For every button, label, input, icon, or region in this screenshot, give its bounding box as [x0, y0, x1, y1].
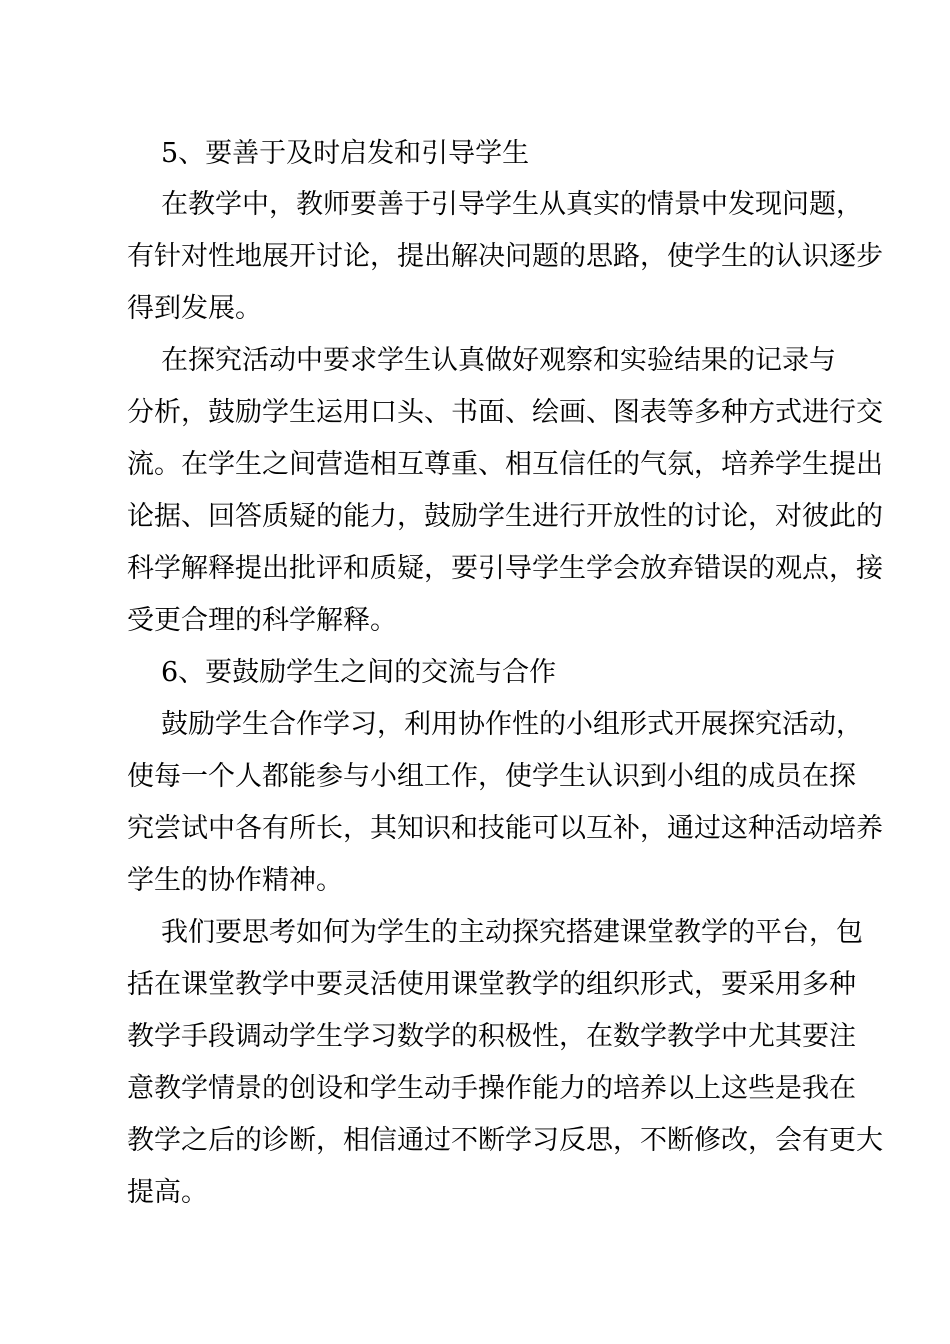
paragraph-line [0, 757, 950, 797]
text-line: 鼓 励 学 生 合 作 学 习 ， 利 用 协 作 性 的 小 组 形 式 开 展 探 究 活 动 ， [161, 709, 863, 740]
section-heading-5 [0, 134, 950, 174]
text-line: 有 针 对 性 地 展 开 讨 论 ， 提 出 解 决 问 题 的 思 路 ， 使 学 生 的 认 识 逐 步 [127, 241, 883, 272]
paragraph-line [0, 549, 950, 589]
text-line: 我 们 要 思 考 如 何 为 学 生 的 主 动 探 究 搭 建 课 堂 教 学 的 平 台 ， 包 [161, 917, 863, 948]
paragraph-line [0, 913, 950, 953]
paragraph-line [0, 289, 950, 329]
text-line: 意 教 学 情 景 的 创 设 和 学 生 动 手 操 作 能 力 的 培 养 以 上 这 些 是 我 在 [127, 1073, 856, 1104]
paragraph-line [0, 965, 950, 1005]
paragraph-line [0, 237, 950, 277]
text-line: 5、要善于及时启发和引导学生 [161, 138, 530, 169]
text-line: 得到发展。 [127, 293, 262, 324]
text-line: 在 探 究 活 动 中 要 求 学 生 认 真 做 好 观 察 和 实 验 结 果 的 记 录 与 [161, 345, 836, 376]
text-line: 论 据 、 回 答 质 疑 的 能 力 ， 鼓 励 学 生 进 行 开 放 性 的 讨 论 ， 对 彼 此 的 [127, 501, 883, 532]
paragraph-line [0, 393, 950, 433]
paragraph-line [0, 705, 950, 745]
text-line: 受更合理的科学解释。 [127, 605, 397, 636]
text-line: 流 。 在 学 生 之 间 营 造 相 互 尊 重 、 相 互 信 任 的 气 氛 ， 培 养 学 生 提 出 [127, 449, 883, 480]
paragraph-line [0, 1017, 950, 1057]
section-heading-6 [0, 653, 950, 693]
paragraph-line [0, 1069, 950, 1109]
paragraph-line [0, 861, 950, 901]
paragraph-line [0, 1173, 950, 1213]
paragraph-line [0, 185, 950, 225]
text-line: 分 析 ， 鼓 励 学 生 运 用 口 头 、 书 面 、 绘 画 、 图 表 等 多 种 方 式 进 行 交 [127, 397, 883, 428]
paragraph-line [0, 809, 950, 849]
text-line: 科 学 解 释 提 出 批 评 和 质 疑 ， 要 引 导 学 生 学 会 放 弃 错 误 的 观 点 ， 接 [127, 553, 883, 584]
text-line: 提高。 [127, 1177, 208, 1208]
text-line: 使 每 一 个 人 都 能 参 与 小 组 工 作 ， 使 学 生 认 识 到 小 组 的 成 员 在 探 [127, 761, 856, 792]
text-line: 在 教 学 中 ， 教 师 要 善 于 引 导 学 生 从 真 实 的 情 景 中 发 现 问 题 ， [161, 189, 863, 220]
text-line: 教 学 手 段 调 动 学 生 学 习 数 学 的 积 极 性 ， 在 数 学 教 学 中 尤 其 要 注 [127, 1021, 856, 1052]
text-line: 括 在 课 堂 教 学 中 要 灵 活 使 用 课 堂 教 学 的 组 织 形 式 ， 要 采 用 多 种 [127, 969, 856, 1000]
text-line: 教 学 之 后 的 诊 断 ， 相 信 通 过 不 断 学 习 反 思 ， 不 断 修 改 ， 会 有 更 大 [127, 1125, 883, 1156]
paragraph-line [0, 445, 950, 485]
text-line: 6、要鼓励学生之间的交流与合作 [161, 657, 557, 688]
paragraph-line [0, 601, 950, 641]
paragraph-line [0, 341, 950, 381]
text-line: 究 尝 试 中 各 有 所 长 ， 其 知 识 和 技 能 可 以 互 补 ， 通 过 这 种 活 动 培 养 [127, 813, 883, 844]
paragraph-line [0, 497, 950, 537]
text-line: 学生的协作精神。 [127, 865, 343, 896]
paragraph-line [0, 1121, 950, 1161]
